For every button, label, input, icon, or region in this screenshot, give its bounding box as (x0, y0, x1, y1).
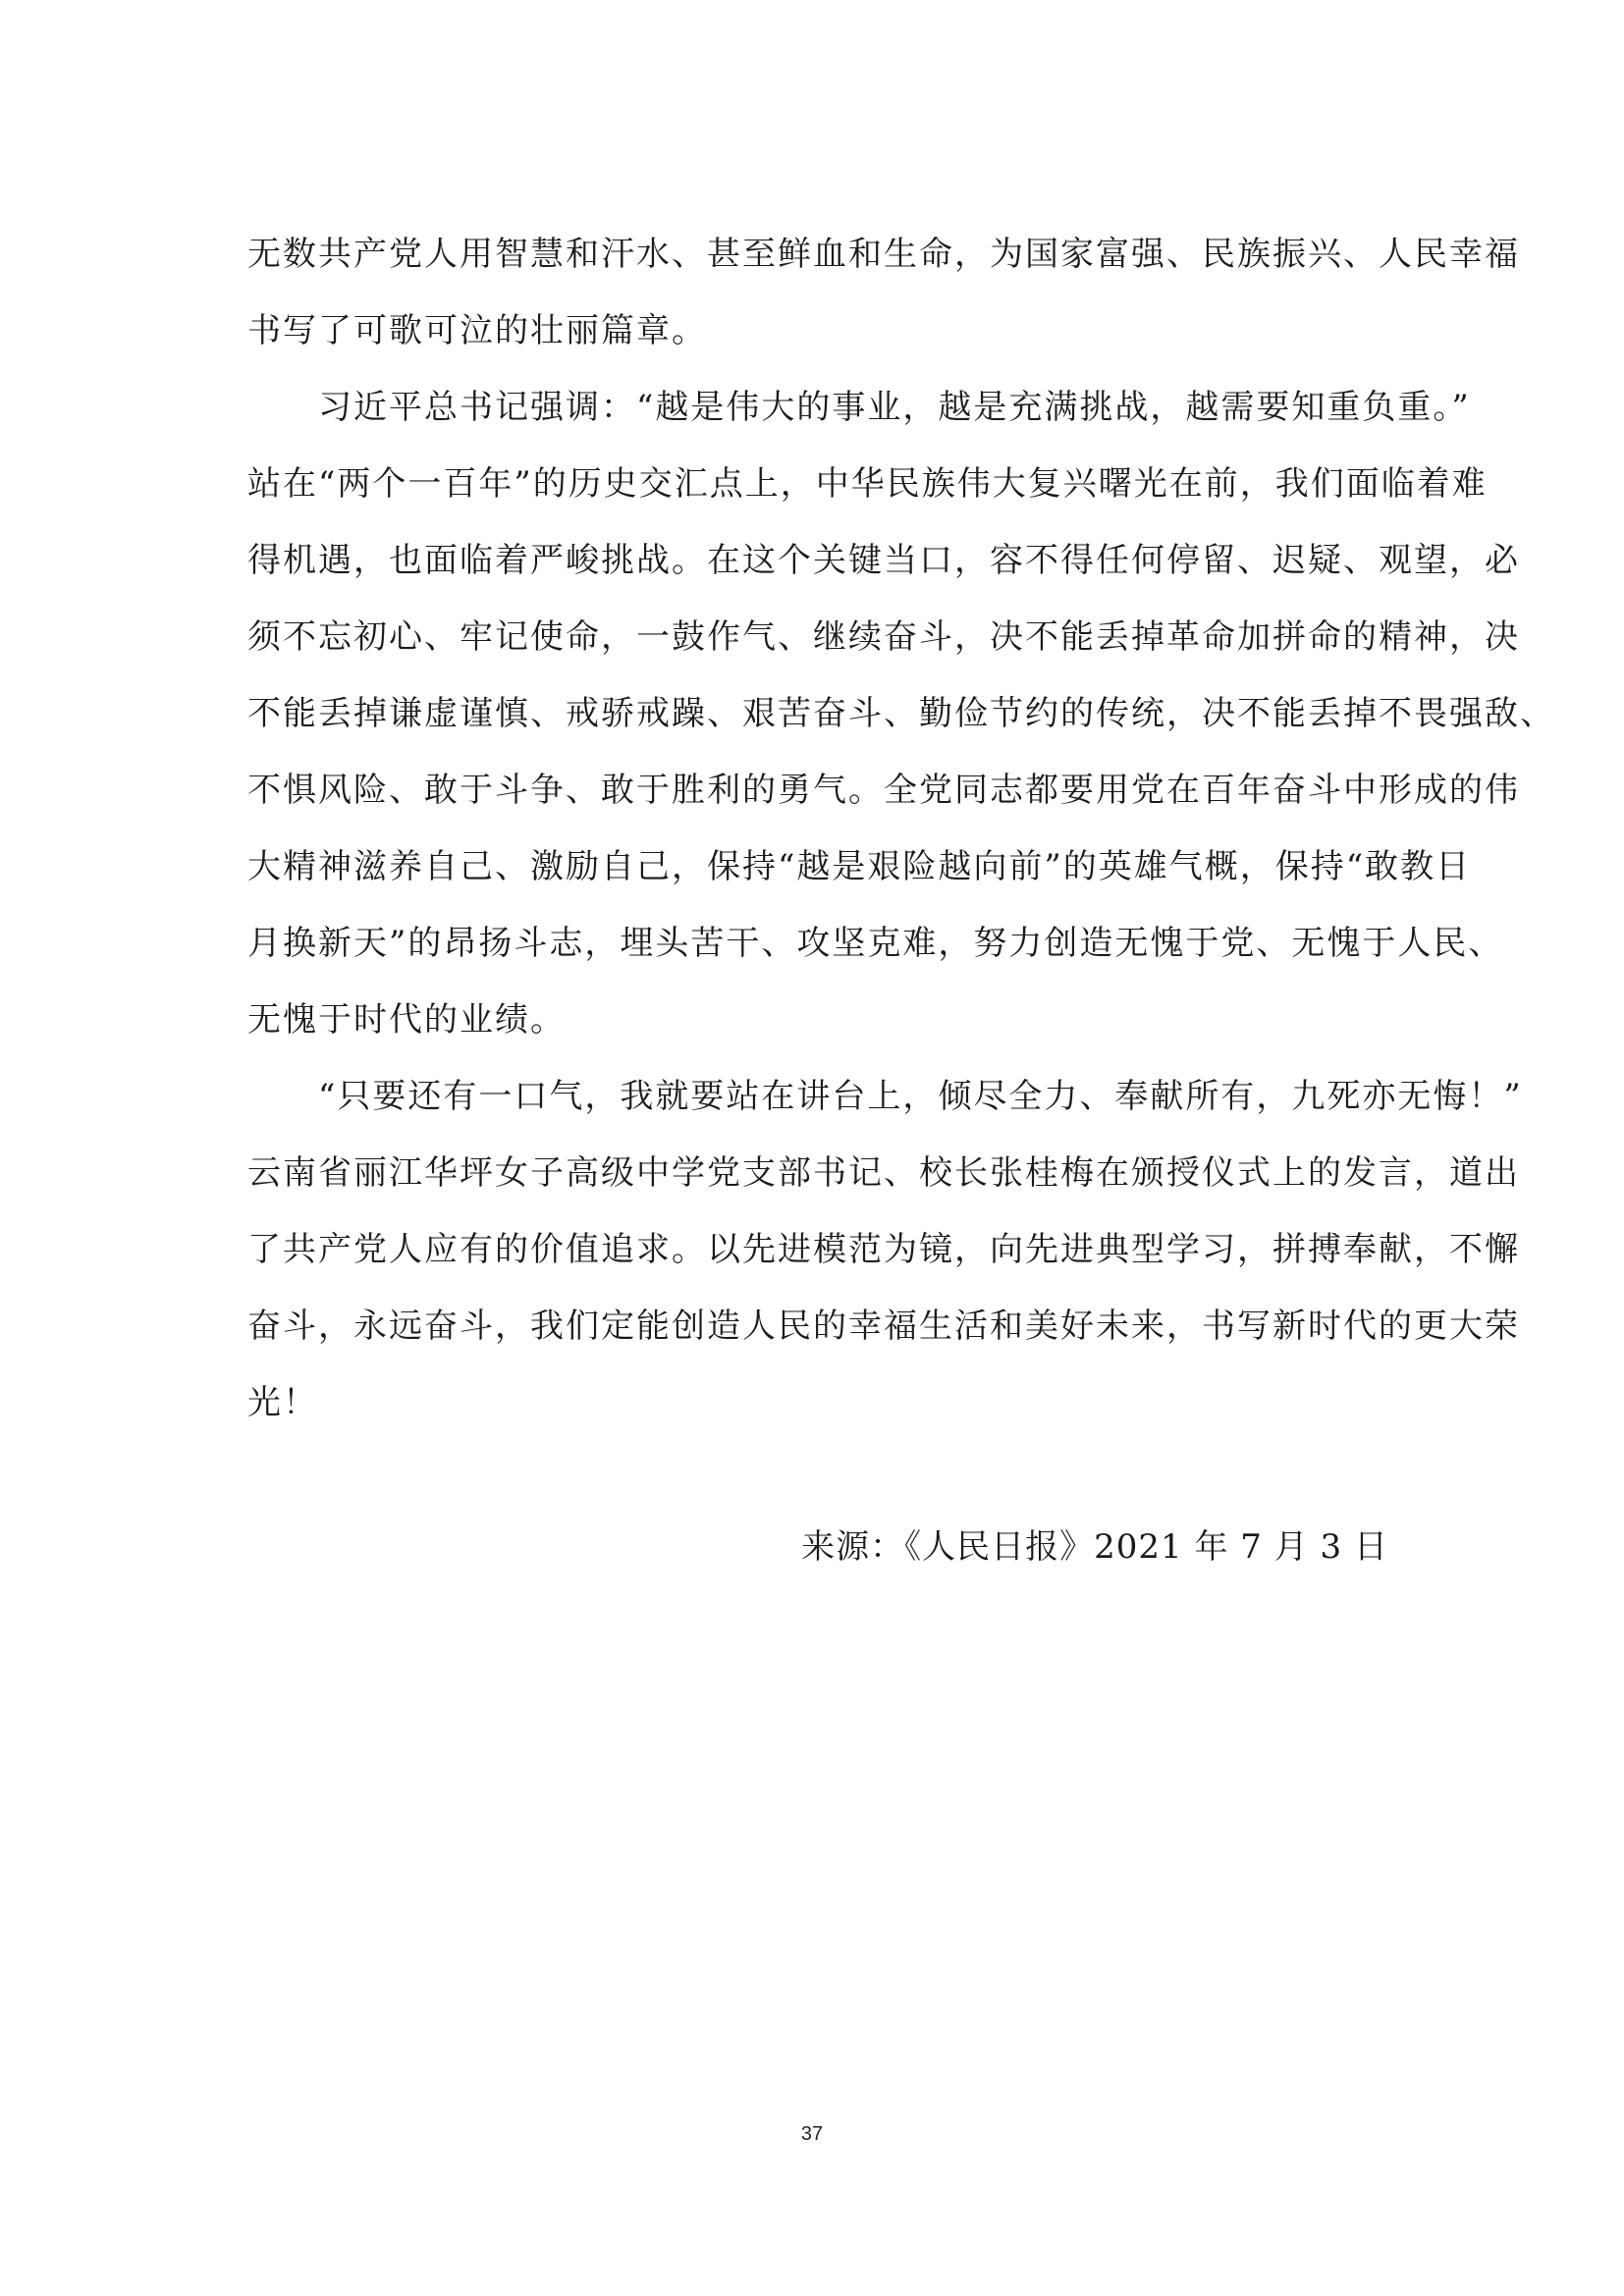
text-line: 光！ (247, 1383, 318, 1422)
text-line: 无数共产党人用智慧和汗水、甚至鲜血和生命，为国家富强、民族振兴、人民幸福 (247, 235, 1520, 274)
page-number: 37 (800, 2123, 824, 2145)
text-line: 了共产党人应有的价值追求。以先进模范为镜，向先进典型学习，拼搏奉献，不懈 (247, 1230, 1520, 1269)
source-citation: 来源：《人民日报》2021 年 7 月 3 日 (801, 1527, 1388, 1567)
text-line: “只要还有一口气，我就要站在讲台上，倾尽全力、奉献所有，九死亦无悔！” (247, 1077, 1523, 1116)
text-line: 书写了可歌可泣的壮丽篇章。 (247, 311, 707, 350)
text-line: 得机遇，也面临着严峻挑战。在这个关键当口，容不得任何停留、迟疑、观望，必 (247, 541, 1520, 580)
text-line: 奋斗，永远奋斗，我们定能创造人民的幸福生活和美好未来，书写新时代的更大荣 (247, 1307, 1520, 1346)
article-body (247, 216, 1555, 1441)
text-line: 无愧于时代的业绩。 (247, 1000, 566, 1040)
text-line: 月换新天”的昂扬斗志，埋头苦干、攻坚克难，努力创造无愧于党、无愧于人民、 (247, 924, 1504, 963)
text-line: 云南省丽江华坪女子高级中学党支部书记、校长张桂梅在颁授仪式上的发言，道出 (247, 1153, 1520, 1193)
text-line: 习近平总书记强调：“越是伟大的事业，越是充满挑战，越需要知重负重。” (247, 388, 1471, 427)
text-line: 须不忘初心、牢记使命，一鼓作气、继续奋斗，决不能丢掉革命加拼命的精神，决 (247, 617, 1520, 657)
text-line: 不能丢掉谦虚谨慎、戒骄戒躁、艰苦奋斗、勤俭节约的传统，决不能丢掉不畏强敌、 (247, 694, 1555, 733)
text-line: 不惧风险、敢于斗争、敢于胜利的勇气。全党同志都要用党在百年奋斗中形成的伟 (247, 771, 1520, 810)
text-line: 站在“两个一百年”的历史交汇点上，中华民族伟大复兴曙光在前，我们面临着难 (247, 464, 1488, 504)
text-line: 大精神滋养自己、激励自己，保持“越是艰险越向前”的英雄气概，保持“敢教日 (247, 847, 1472, 886)
